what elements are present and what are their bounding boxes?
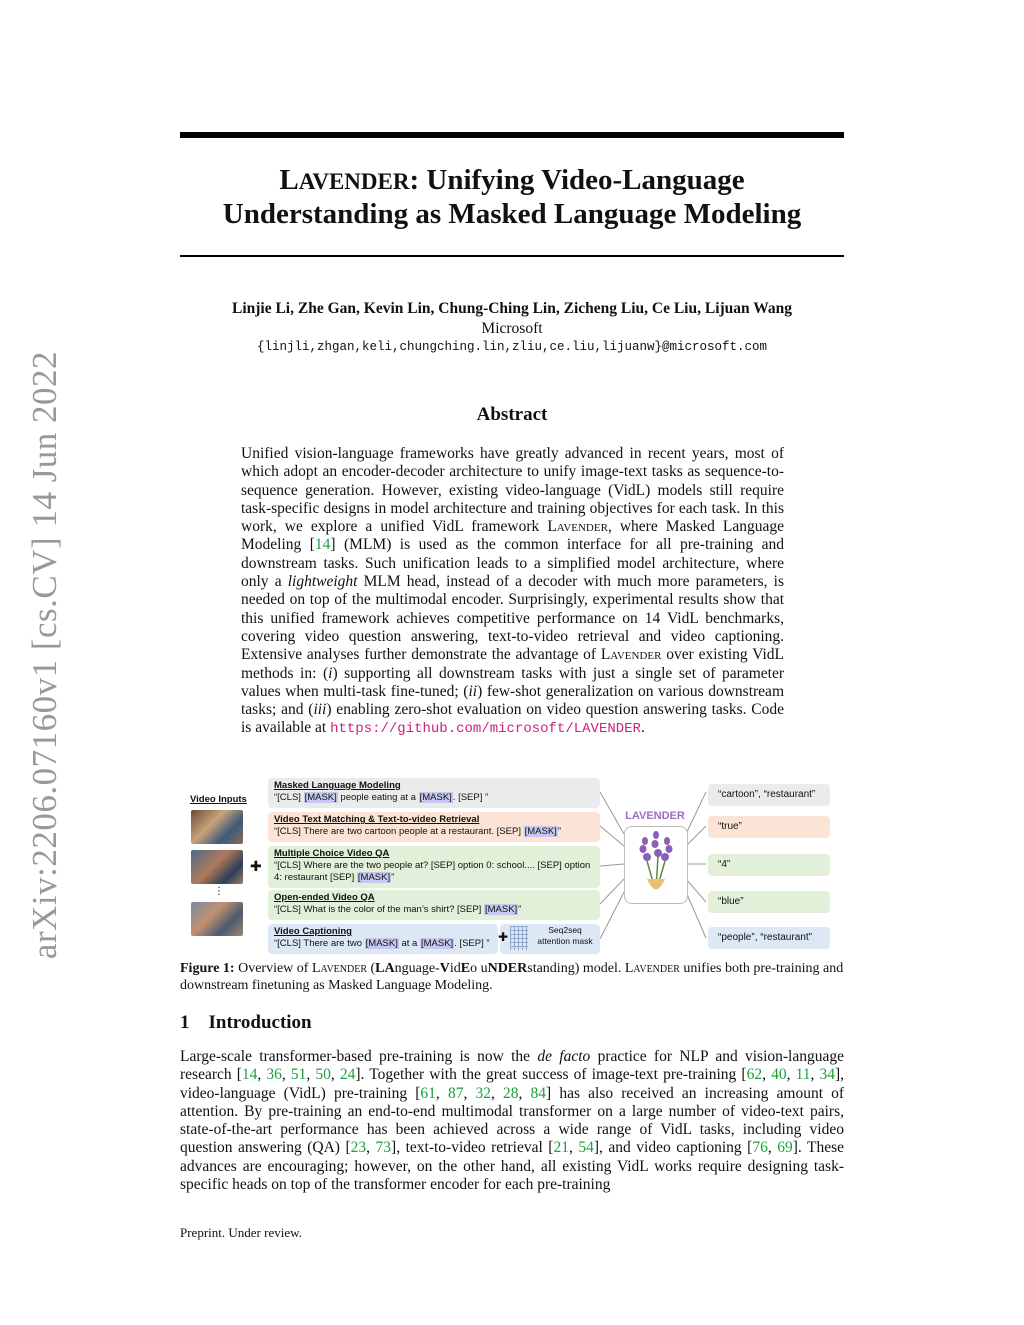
output-answer [708,784,830,806]
citation-group: 76, 69 [752,1139,793,1157]
title-line2: Understanding as Masked Language Modeling [222,198,802,230]
citation-group: 61, 87, 32, 28, 84 [420,1084,547,1102]
task-text: ” [518,904,522,915]
citation-link[interactable]: 36 [266,1066,282,1084]
title-line1: : Unifying Video-Language [409,164,745,196]
emphasis-de-facto: de facto [537,1048,591,1065]
intro-text: ], video-language (VidL) pre-training [ [180,1066,845,1102]
task-text: people eating at a [337,792,419,803]
caption-text: o u [470,961,488,976]
abstract-body [241,445,784,739]
seq2seq-text: Seq2seq [548,925,582,935]
task-text: . [SEP] ” [454,938,490,949]
title-name-rest: AVENDER [298,169,410,194]
output-answer [708,854,830,876]
mask-token: [MASK] [304,792,337,803]
intro-text: practice for NLP and vision-language research [ [180,1048,844,1084]
output-answer [708,927,830,949]
task-title: Multiple Choice Video QA [274,848,390,859]
citation-link[interactable]: 21 [553,1139,569,1157]
video-frame-thumbnail [191,810,243,844]
caption-text: Overview of [234,961,312,976]
abstract-heading: Abstract [476,404,548,425]
task-captioning-box [268,924,498,954]
attention-mask-grid-icon [510,926,528,950]
abstract-text-3: ] (MLM) is used as the common interface for all pre-training and downstream tasks. Such unification leads to a simplified model architecture, where only a [241,536,785,591]
citation-group: 23, 73 [350,1139,392,1157]
citation-link[interactable]: 24 [339,1066,356,1084]
task-text: “[CLS] What is the color of the man’s shirt? [SEP] [274,904,484,915]
roman-i: i [328,664,333,682]
video-frame-thumbnail [191,850,243,884]
mask-token: [MASK] [357,872,391,883]
caption-text: id [449,961,461,976]
citation-link[interactable]: 62 [746,1066,763,1084]
citation-group: 62, 40, 11, 34 [746,1066,835,1084]
title-top-rule [180,132,844,138]
citation-link[interactable]: 73 [375,1139,392,1157]
citation-link[interactable]: 11 [795,1066,811,1084]
abstract-text-1: Unified vision-language frameworks have greatly advanced in recent years, most of which adopt an encoder-decoder architecture to unify image-text tasks as sequence-to-sequence generation. However, existing video-language (VidL) models still require task-specific designs in model architecture and training objectives for each task. In this work, we explore a unified VidL framework [241,445,784,536]
task-text: “[CLS] There are two [274,938,365,949]
citation-link[interactable]: 28 [503,1084,519,1102]
task-mlm-box [268,778,600,808]
section-number: 1 [180,1012,190,1033]
caption-text: ( [367,961,376,976]
plus-icon: ✚ [498,930,509,944]
task-text: ” [391,872,395,883]
task-text: “[CLS] There are two cartoon people at a restaurant. [SEP] [274,826,524,837]
task-text: at a [398,938,420,949]
section-title: Introduction [208,1012,312,1033]
output-text: “true” [718,821,742,832]
intro-text: ], and video captioning [ [593,1139,753,1157]
plus-icon: ✚ [250,858,262,874]
citation-link[interactable]: 14 [241,1066,258,1084]
citation-link[interactable]: 34 [819,1066,835,1084]
citation-link[interactable]: 61 [420,1084,436,1102]
mask-token: [MASK] [420,938,454,949]
citation-link[interactable]: 14 [314,536,331,554]
affiliation: Microsoft [481,320,543,337]
caption-bold: V [439,961,450,976]
arrow-line [600,879,624,904]
intro-text: Large-scale transformer-based pre-training is now the [180,1048,538,1065]
abstract-text-4: MLM head, instead of a decoder with much more parameters, is needed on top of the multimodal encoder. Surprisingly, experimental results show that this unified framework achieves competitive performance on 14 VidL benchmarks, covering video question answering, text-to-video retrieval and video captioning. Extensive analyses further demonstrate the advantage of [241,573,785,664]
output-answer [708,891,830,913]
arrow-line [600,864,624,866]
lavender-name: Lavender [547,518,608,536]
lavender-name: Lavender [311,961,367,976]
caption-text: nguage- [394,961,440,976]
arrow-line [600,826,624,846]
citation-link[interactable]: 69 [777,1139,793,1157]
intro-text: ]. These advances are encouraging; however, on the other hand, all existing VidL works require designing task-specific heads on top of the transformer encoder for each pre-training [180,1139,844,1194]
video-frame-thumbnail [191,902,243,936]
abstract-text-8: ) enabling zero-shot evaluation on video question answering tasks. Code is available at [241,701,784,737]
task-mcqa-box [268,846,600,888]
lavender-model-box [624,826,688,904]
caption-text: standing) model. [527,961,625,976]
task-text: “[CLS] [274,792,304,803]
lavender-name: Lavender [600,646,662,664]
caption-bold: NDER [487,961,528,976]
lavender-flower-icon [625,827,687,903]
task-title: Video Text Matching & Text-to-video Retrieval [274,814,480,825]
code-url-link[interactable]: https://github.com/microsoft/LAVENDER [330,721,641,738]
task-vtm-box [268,812,600,842]
mask-token: [MASK] [484,904,518,915]
output-text: “cartoon”, “restaurant” [718,789,816,800]
abstract-text-2: , where Masked Language Modeling [ [241,518,784,554]
citation-link[interactable]: 50 [315,1066,331,1084]
caption-bold: E [460,961,471,976]
citation-group: 21, 54 [553,1139,594,1157]
citation-group: 14, 36, 51, 50, 24 [241,1066,356,1084]
citation-link[interactable]: 54 [578,1139,594,1157]
mask-token: [MASK] [419,792,452,803]
citation-link[interactable]: 51 [290,1066,307,1084]
intro-text: ]. Together with the great success of image-text pre-training [ [355,1066,747,1084]
lavender-model-label: LAVENDER [625,810,685,822]
citation-link[interactable]: 32 [475,1084,491,1102]
figure-caption [180,960,844,994]
citation-link[interactable]: 23 [350,1139,367,1157]
caption-bold: LA [375,961,395,976]
citation-link[interactable]: 76 [752,1139,768,1157]
footer-note: Preprint. Under review. [180,1225,302,1240]
task-text: “[CLS] Where are the two people at? [SEP] option 0: school.... [SEP] option 4: restaurant [SEP] [274,860,591,883]
section-heading [180,1012,312,1034]
task-title: Video Captioning [274,926,352,937]
output-answer [708,816,830,838]
abstract-text-7: ) few-shot generalization on various downstream tasks; and ( [241,682,784,719]
citation-link[interactable]: 40 [771,1066,787,1084]
author-list: Linjie Li, Zhe Gan, Kevin Lin, Chung-Ching Lin, Zicheng Liu, Ce Liu, Lijuan Wang [231,300,793,317]
attention-mask-text: attention mask [537,936,593,946]
output-text: “4” [718,859,731,870]
roman-iii: iii [313,701,327,719]
citation-link[interactable]: 87 [447,1084,464,1102]
intro-text: ], text-to-video retrieval [ [391,1139,554,1157]
video-inputs-label: Video Inputs [190,794,247,805]
citation-link[interactable]: 84 [530,1084,547,1102]
seq2seq-label [532,925,598,947]
task-oeqa-box [268,890,600,920]
abstract-end: . [640,719,645,737]
task-title: Masked Language Modeling [274,780,401,791]
title-name-first: L [279,164,299,196]
caption-text: unifies both pre-training and downstream finetuning as Masked Language Modeling. [180,961,844,993]
mask-token: [MASK] [524,826,557,837]
task-title: Open-ended Video QA [274,892,375,903]
arrow-line [600,892,624,939]
abstract-text-6: ) supporting all downstream tasks with just a single set of parameter values when multi-task fine-tuned; ( [241,664,784,700]
title-bottom-rule [180,255,844,257]
figure-1 [180,774,844,958]
intro-text: ] has also received an increasing amount of attention. By pre-training an end-to-end multimodal transformer on a large number of video-text pairs, state-of-the-art performance has been achieved across a wide range of VidL tasks, including video question answering (QA) [ [180,1084,845,1157]
figure-label: Figure 1: [180,961,235,976]
introduction-body [180,1048,844,1194]
emphasis-lightweight: lightweight [287,573,358,591]
author-emails: {linjli,zhgan,keli,chungching.lin,zliu,ce.liu,lijuanw}@microsoft.com [256,340,768,354]
roman-ii: ii [468,682,478,700]
task-text: ” [557,826,561,837]
lavender-name: Lavender [624,961,680,976]
output-text: “people”, “restaurant” [718,932,812,943]
output-text: “blue” [718,896,744,907]
abstract-text-5: over existing VidL methods in: ( [241,646,784,682]
paper-title [180,164,844,231]
arrow-line [686,826,706,846]
mask-token: [MASK] [365,938,398,949]
more-frames-ellipsis: ⋮ [214,886,224,897]
task-text: . [SEP] ” [452,792,489,803]
arxiv-identifier: arXiv:2206.07160v1 [cs.CV] 14 Jun 2022 [25,350,64,960]
